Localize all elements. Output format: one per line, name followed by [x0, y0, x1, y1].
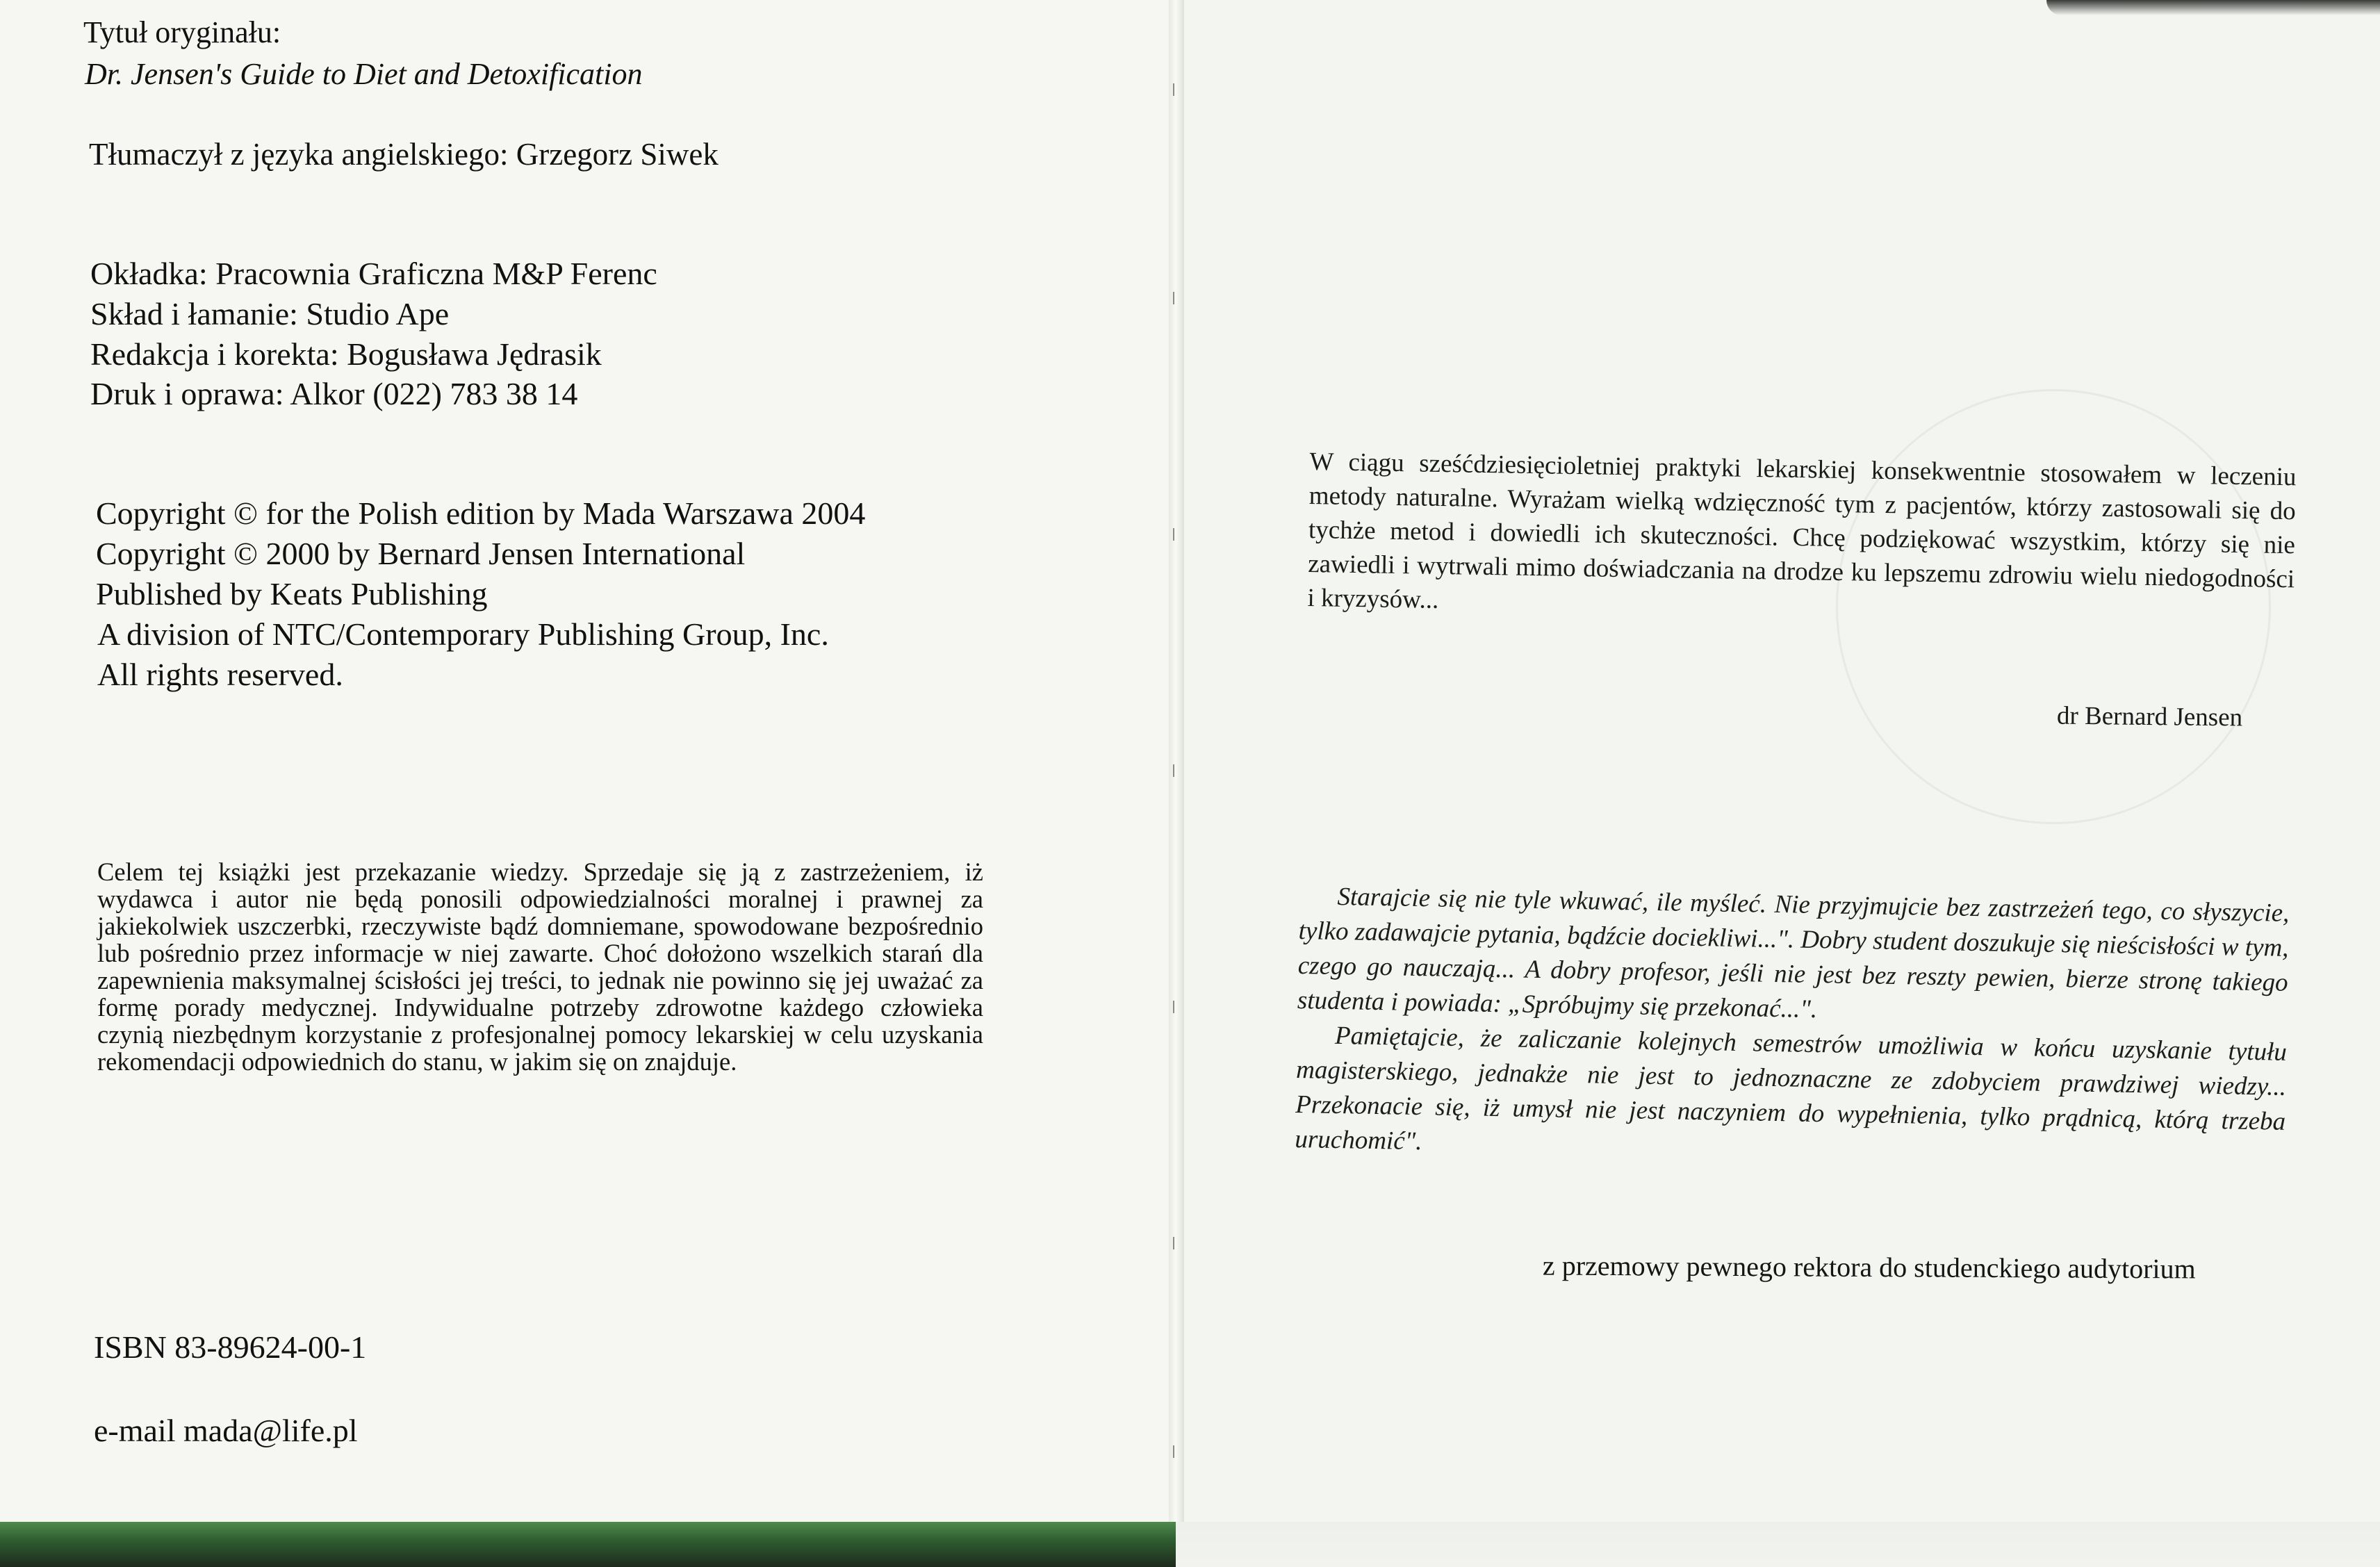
author-note: W ciągu sześćdziesięcioletniej praktyki lekarskiej konsekwentnie stosowałem w leczeniu metody naturalne. Wyrażam wielką wdzięczność tym z pacjentów, którzy zastosowali się do tychże metod i dowiedli ich skuteczności. Chcę podziękować wszystkim, którzy się nie zawiedli i wytrwali mimo doświadczania na drodze ku lepszemu zdrowiu wielu niedogodności i kryzysów... [1307, 447, 2297, 614]
original-title-label: Tytuł oryginału: [83, 15, 281, 49]
binding-stitch [1173, 292, 1180, 304]
right-page [1176, 0, 2380, 1522]
rights-reserved: All rights reserved. [97, 657, 343, 692]
book-gutter [1169, 0, 1184, 1567]
binding-stitch [1173, 83, 1180, 96]
page-edge-right [1176, 1522, 2380, 1567]
email: e-mail mada@life.pl [94, 1413, 358, 1448]
author-signature: dr Bernard Jensen [2056, 701, 2243, 732]
publisher: Published by Keats Publishing [96, 576, 488, 612]
credit-cover: Okładka: Pracownia Graficzna M&P Ferenc [90, 256, 657, 291]
cover-edge-left [0, 1522, 1176, 1567]
rector-quote [1295, 879, 2290, 1174]
credit-editing: Redakcja i korekta: Bogusława Jędrasik [90, 336, 602, 372]
copyright-polish: Copyright © for the Polish edition by Mada Warszawa 2004 [96, 495, 866, 531]
quote-paragraph-2: Pamiętajcie, że zaliczanie kolejnych semestrów umożliwia w końcu uzyskanie tytułu magisterskiego, jednakże nie jest to jednoznaczne ze zdobyciem prawdziwej wiedzy... Przekonacie się, iż umysł nie jest naczyniem do wypełnienia, tylko prądnicą, którą trzeba uruchomić". [1295, 1021, 2288, 1156]
isbn: ISBN 83-89624-00-1 [94, 1329, 367, 1365]
credit-printing: Druk i oprawa: Alkor (022) 783 38 14 [90, 376, 578, 411]
copyright-original: Copyright © 2000 by Bernard Jensen International [96, 536, 746, 571]
left-page [0, 0, 1176, 1522]
publisher-division: A division of NTC/Contemporary Publishing Group, Inc. [97, 616, 829, 652]
disclaimer-paragraph: Celem tej książki jest przekazanie wiedzy. Sprzedaje się ją z zastrzeżeniem, iż wydawca i autor nie będą ponosili odpowiedzialności moralnej i prawnej za jakiekolwiek uszczerbki, rzeczywiste bądź domniemane, spowodowane bezpośrednio lub pośrednio przez informacje w niej zawarte. Choć dołożono wszelkich starań dla zapewnienia maksymalnej ścisłości jej treści, to jednak nie powinno się jej uważać za formę porady medycznej. Indywidualne potrzeby zdrowotne każdego człowieka czynią niezbędnym korzystanie z profesjonalnej pomocy lekarskiej w celu uzyskania rekomendacji odpowiednich do stanu, w jakim się on znajduje. [97, 858, 983, 1076]
binding-stitch [1173, 528, 1180, 541]
quote-paragraph-1: Starajcie się nie tyle wkuwać, ile myśleć. Nie przyjmujcie bez zastrzeżeń tego, co słyszycie, tylko zadawajcie pytania, bądźcie dociekliwi...". Dobry student doszukuje się nieścisłości w tym, czego go nauczają... A dobry profesor, jeśli nie jest bez reszty pewien, bierze stronę takiego studenta i powiada: „Spróbujmy się przekonać...". [1297, 882, 2290, 1024]
translator-line: Tłumaczył z języka angielskiego: Grzegorz Siwek [89, 137, 719, 172]
binding-stitch [1173, 1237, 1180, 1249]
binding-stitch [1173, 764, 1180, 777]
binding-stitch [1173, 1001, 1180, 1013]
quote-source: z przemowy pewnego rektora do studenckiego audytorium [1542, 1249, 2196, 1285]
original-title: Dr. Jensen's Guide to Diet and Detoxification [85, 57, 643, 91]
corner-shadow [2046, 0, 2380, 15]
binding-stitch [1173, 1445, 1180, 1458]
credit-typesetting: Skład i łamanie: Studio Ape [90, 296, 450, 331]
